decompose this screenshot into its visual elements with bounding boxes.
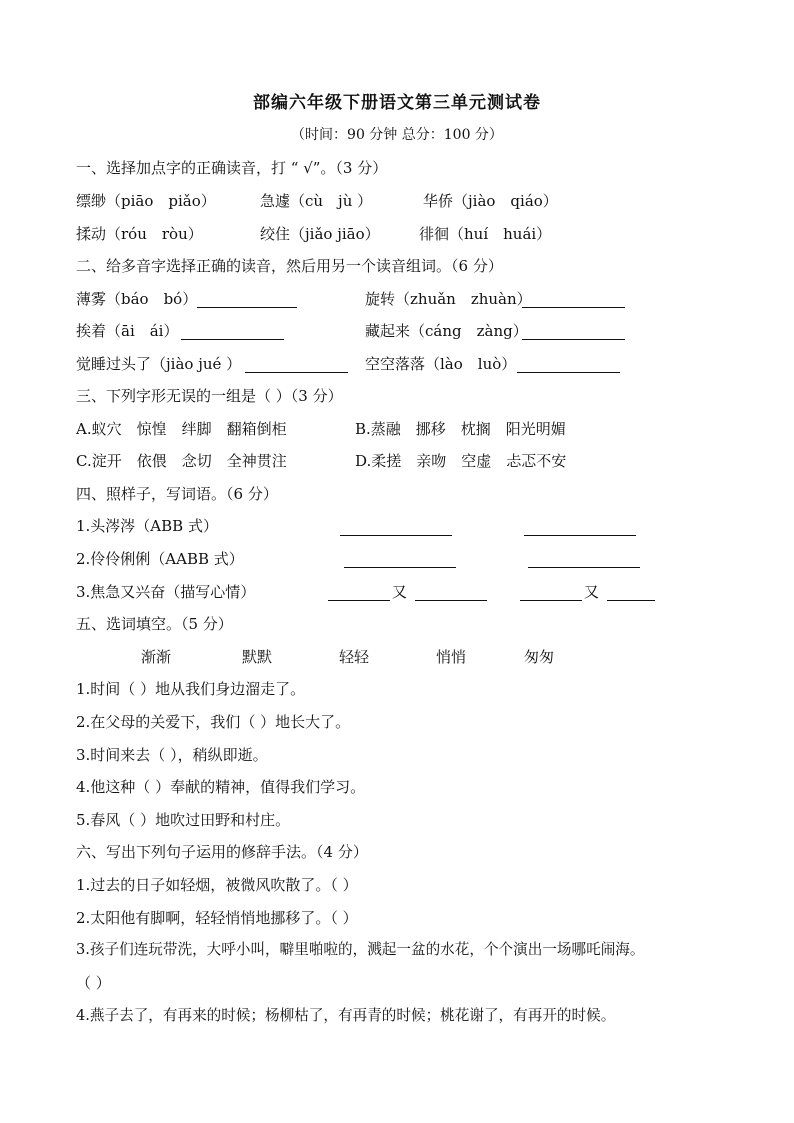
- s4-item: 1.头涔涔（ABB 式）: [76, 517, 218, 535]
- answer-blank[interactable]: [415, 600, 487, 601]
- s2-item: 薄雾（báo bó）: [76, 290, 198, 308]
- connector-text: 又: [584, 583, 600, 601]
- s6-item: 4.燕子去了，有再来的时候；杨柳枯了，有再青的时候；桃花谢了，有再开的时候。: [76, 1007, 616, 1024]
- answer-blank[interactable]: [245, 372, 348, 373]
- section-4-heading: 四、照样子，写词语。（6 分）: [76, 485, 278, 503]
- connector-text: 又: [392, 583, 408, 601]
- word-choice: 渐渐: [141, 648, 172, 666]
- s5-item: 1.时间（ ）地从我们身边溜走了。: [76, 680, 306, 698]
- section-2-heading: 二、给多音字选择正确的读音，然后用另一个读音组词。（6 分）: [76, 257, 503, 275]
- s6-answer: （ ）: [76, 974, 111, 992]
- s2-item: 觉睡过头了（jiào jué ）: [76, 355, 242, 373]
- answer-blank[interactable]: [524, 535, 636, 536]
- s2-item: 藏起来（cáng zàng）: [365, 322, 528, 340]
- s2-item: 旋转（zhuǎn zhuàn）: [365, 290, 532, 308]
- s4-item: 2.伶伶俐俐（AABB 式）: [76, 550, 244, 568]
- s5-item: 3.时间来去（ ），稍纵即逝。: [76, 746, 268, 764]
- option-c: C.淀开 依偎 念切 全神贯注: [76, 452, 287, 470]
- word-choice: 默默: [242, 648, 273, 666]
- s6-item: 1.过去的日子如轻烟，被微风吹散了。（ ）: [76, 876, 358, 894]
- option-a: A.蚁穴 惊惶 绊脚 翻箱倒柜: [76, 420, 287, 438]
- s1-item: 徘徊（huí huái）: [419, 225, 552, 243]
- s2-item: 挨着（āi ái）: [76, 322, 179, 340]
- s1-item: 急遽（cù jù ）: [260, 192, 373, 210]
- s1-item: 绞住（jiǎo jiāo）: [260, 225, 380, 243]
- answer-blank[interactable]: [328, 600, 390, 601]
- page-title: 部编六年级下册语文第三单元测试卷: [253, 93, 541, 113]
- s2-item: 空空落落（lào luò）: [365, 355, 517, 373]
- section-3-heading: 三、下列字形无误的一组是（ ）（3 分）: [76, 387, 343, 405]
- s1-item: 华侨（jiào qiáo）: [423, 192, 558, 210]
- section-6-heading: 六、写出下列句子运用的修辞手法。（4 分）: [76, 843, 368, 861]
- option-d: D.柔搓 亲吻 空虚 忐忑不安: [355, 452, 567, 470]
- answer-blank[interactable]: [528, 567, 640, 568]
- answer-blank[interactable]: [517, 372, 620, 373]
- exam-info: （时间：90 分钟 总分：100 分）: [291, 127, 503, 143]
- answer-blank[interactable]: [181, 339, 284, 340]
- s6-item: 2.太阳他有脚啊，轻轻悄悄地挪移了。（ ）: [76, 909, 358, 927]
- answer-blank[interactable]: [344, 567, 456, 568]
- answer-blank[interactable]: [340, 535, 452, 536]
- answer-blank[interactable]: [520, 600, 582, 601]
- s1-item: 揉动（róu ròu）: [76, 225, 203, 243]
- option-b: B.蒸融 挪移 枕搁 阳光明媚: [355, 420, 566, 438]
- s1-item: 缥缈（piāo piǎo）: [76, 192, 216, 210]
- s5-item: 4.他这种（ ）奉献的精神，值得我们学习。: [76, 778, 366, 796]
- s5-item: 2.在父母的关爱下，我们（ ）地长大了。: [76, 713, 351, 731]
- answer-blank[interactable]: [197, 307, 297, 308]
- section-5-heading: 五、选词填空。（5 分）: [76, 615, 233, 633]
- section-1-heading: 一、选择加点字的正确读音，打 “ √”。（3 分）: [76, 159, 388, 177]
- s4-item: 3.焦急又兴奋（描写心情）: [76, 583, 256, 601]
- s6-item: 3.孩子们连玩带洗，大呼小叫，噼里啪啦的，溅起一盆的水花，个个演出一场哪吒闹海。: [76, 941, 645, 958]
- s5-item: 5.春风（ ）地吹过田野和村庄。: [76, 811, 291, 829]
- answer-blank[interactable]: [522, 339, 625, 340]
- word-choice: 悄悄: [436, 648, 467, 666]
- answer-blank[interactable]: [522, 307, 625, 308]
- word-choice: 匆匆: [524, 648, 555, 666]
- word-choice: 轻轻: [339, 648, 370, 666]
- answer-blank[interactable]: [607, 600, 655, 601]
